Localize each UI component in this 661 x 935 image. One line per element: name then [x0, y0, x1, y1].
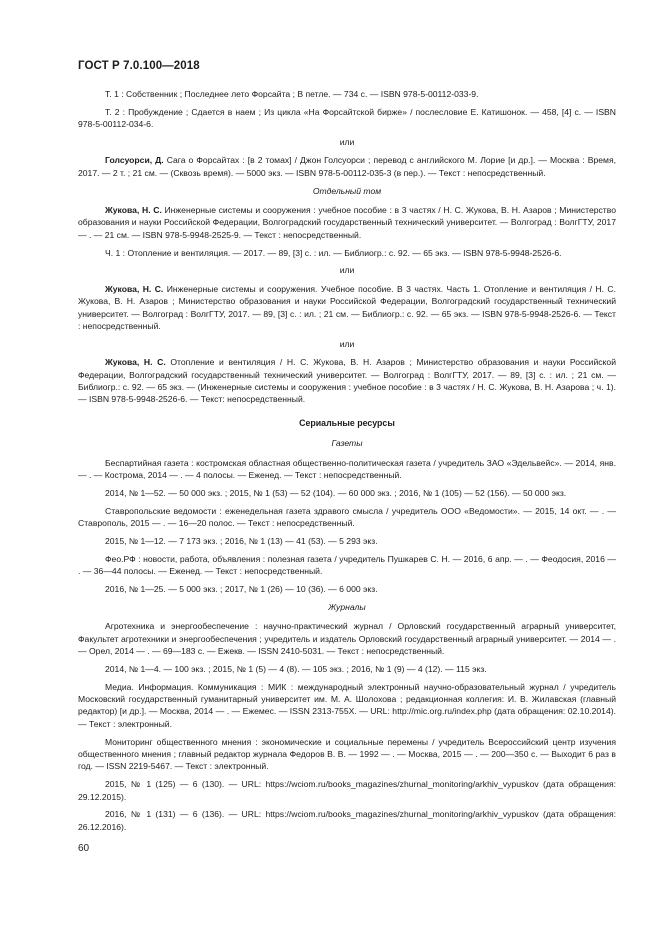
bib-entry: Беспартийная газета : костромская областная общественно-политическая газета / учредитель ЗАО «Эдельвейс». — 2014, янв. — . — Кострома, 2014 — . — 4 полосы. — Еженед. — Текст : непосредственный. — [78, 457, 616, 481]
bib-entry — [78, 356, 616, 406]
bib-entry — [78, 283, 616, 333]
subheading: Отдельный том — [312, 185, 382, 196]
bib-text: Сага о Форсайтах : [в 2 томах] / Джон Голсуорси ; перевод с английского М. Лорие [и др.]. — Москва : Время, 2017. — 2 т. ; 21 см. — (Сквозь время). — 5000 экз. — ISBN 978-5-00112-035-3 (в пер.). — Текст : непосредственный. — [78, 155, 616, 178]
bib-author: Голсуорси, Д. — [105, 155, 164, 166]
bib-entry: Т. 2 : Пробуждение ; Сдается в наем ; Из цикла «На Форсайтской бирже» / послесловие Е. Катишонок. — 458, [4] с. — ISBN 978-5-00112-034-6. — [78, 106, 616, 130]
bib-entry: Медиа. Информация. Коммуникация : МИК : международный электронный научно-образовательный журнал / учредитель Московский государственный гуманитарный университет им. М. А. Шолохова ; редакционная коллегия: И. В. Жилавская (главный редактор) [и др.]. — Москва, 2014 — . — Ежемес. — ISSN 2313-755X. — URL: http://mic.org.ru/index.php (дата обращения: 02.10.2014). — Текст : электронный. — [78, 681, 616, 729]
separator-or: или — [339, 338, 355, 349]
bib-entry: 2014, № 1—52. — 50 000 экз. ; 2015, № 1 (53) — 52 (104). — 60 000 экз. ; 2016, № 1 (105) — 52 (156). — 50 000 экз. — [105, 487, 567, 498]
bib-text: Отопление и вентиляция / Н. С. Жукова, В. Н. Азаров ; Министерство образования и науки Российской Федерации, Волгоградский государственный технический университет. — Волгоград : ВолгГТУ, 2017. — 89, [3] с. : ил. ; 21 см. — Библиогр.: с. 92. — 65 экз. — (Инженерные системы и сооружения : учебное пособие : в 3 частях / Н. С. Жукова, В. Н. Азарова ; ч. 1). — ISBN 978-5-9948-2526-6. — Текст: непосредственный. — [78, 357, 616, 405]
bib-entry: Агротехника и энергообеспечение : научно-практический журнал / Орловский государственный аграрный университет, Факультет агротехники и энергообеспечения ; учредитель и издатель Орловский государственный аграрный университет. — 2014 — . — Орел, 2014 — . — 69—183 с. — Ежекв. — ISSN 2410-5031. — Текст : непосредственный. — [78, 621, 616, 656]
bib-author: Жукова, Н. С. — [105, 205, 162, 216]
bib-entry: 2014, № 1—4. — 100 экз. ; 2015, № 1 (5) — 4 (8). — 105 экз. ; 2016, № 1 (9) — 4 (12). — 115 экз. — [105, 663, 487, 674]
document-body — [78, 88, 616, 839]
bib-entry: 2015, № 1 (125) — 6 (130). — URL: https://wciom.ru/books_magazines/zhurnal_monitoring/arkhiv_vypuskov (дата обращения: 29.12.2015). — [78, 779, 616, 802]
bib-entry — [78, 154, 616, 179]
bib-text: Инженерные системы и сооружения : учебное пособие : в 3 частях / Н. С. Жукова, В. Н. Азаров ; Министерство образования и науки Российской Федерации, Волгоградский государственный технический университет. — Волгоград : ВолгГТУ, 2017— . — 21 см. — ISBN 978-5-9948-2525-9. — Текст : непосредственный. — [78, 205, 616, 240]
subheading: Газеты — [331, 438, 363, 449]
section-title: Сериальные ресурсы — [299, 417, 395, 428]
bib-entry: Ставропольские ведомости : еженедельная газета здравого смысла / учредитель ООО «Ведомости». — 2015, 14 окт. — . — Ставрополь, 2015 — . — 16—20 полос. — Текст : непосредственный. — [78, 505, 616, 529]
bib-entry: 2015, № 1—12. — 7 173 экз. ; 2016, № 1 (13) — 41 (53). — 5 293 экз. — [105, 535, 378, 546]
bib-entry: Фео.РФ : новости, работа, объявления : полезная газета / учредитель Пушкарев С. Н. — 2016, 6 апр. — . — Феодосия, 2016 — . — 36—44 полосы. — Еженед. — Текст : непосредственный. — [78, 553, 616, 577]
separator-or: или — [339, 265, 355, 276]
bib-author: Жукова, Н. С. — [105, 283, 164, 294]
bib-entry: 2016, № 1—25. — 5 000 экз. ; 2017, № 1 (26) — 10 (36). — 6 000 экз. — [105, 583, 378, 594]
subheading: Журналы — [328, 601, 366, 612]
bib-entry: Мониторинг общественного мнения : экономические и социальные перемены / учредитель Всероссийский центр изучения общественного мнения ; главный редактор журнала Федоров В. В. — 1992 — . — Москва, 2015 — . — 200—350 с. — Выходит 6 раз в год. — ISSN 2219-5467. — Текст : электронный. — [78, 736, 616, 772]
bib-text: Инженерные системы и сооружения. Учебное пособие. В 3 частях. Часть 1. Отопление и вентиляция / Н. С. Жукова, В. Н. Азаров ; Министерство образования и науки Российской Федерации, Волгоградский государственный технический университет. — Волгоград : ВолгГТУ, 2017. — 89, [3] с. : ил. ; 21 см. — Библиогр.: с. 92. — 65 экз. — ISBN 978-5-9948-2526-6. — Текст : непосредственный. — [78, 283, 616, 332]
bib-entry: Т. 1 : Собственник ; Последнее лето Форсайта ; В петле. — 734 с. — ISBN 978-5-00112-033-9. — [105, 89, 479, 99]
document-header: ГОСТ Р 7.0.100—2018 — [78, 60, 200, 72]
bib-entry — [78, 204, 616, 241]
separator-or: или — [339, 137, 355, 147]
bib-entry: Ч. 1 : Отопление и вентиляция. — 2017. — 89, [3] с. : ил. — Библиогр.: с. 92. — 65 экз. — ISBN 978-5-9948-2526-6. — [105, 247, 562, 258]
page-number: 60 — [78, 843, 90, 854]
bib-entry: 2016, № 1 (131) — 6 (136). — URL: https://wciom.ru/books_magazines/zhurnal_monitoring/arkhiv_vypuskov (дата обращения: 26.12.2016). — [78, 809, 616, 832]
bib-author: Жукова, Н. С. — [105, 357, 166, 368]
